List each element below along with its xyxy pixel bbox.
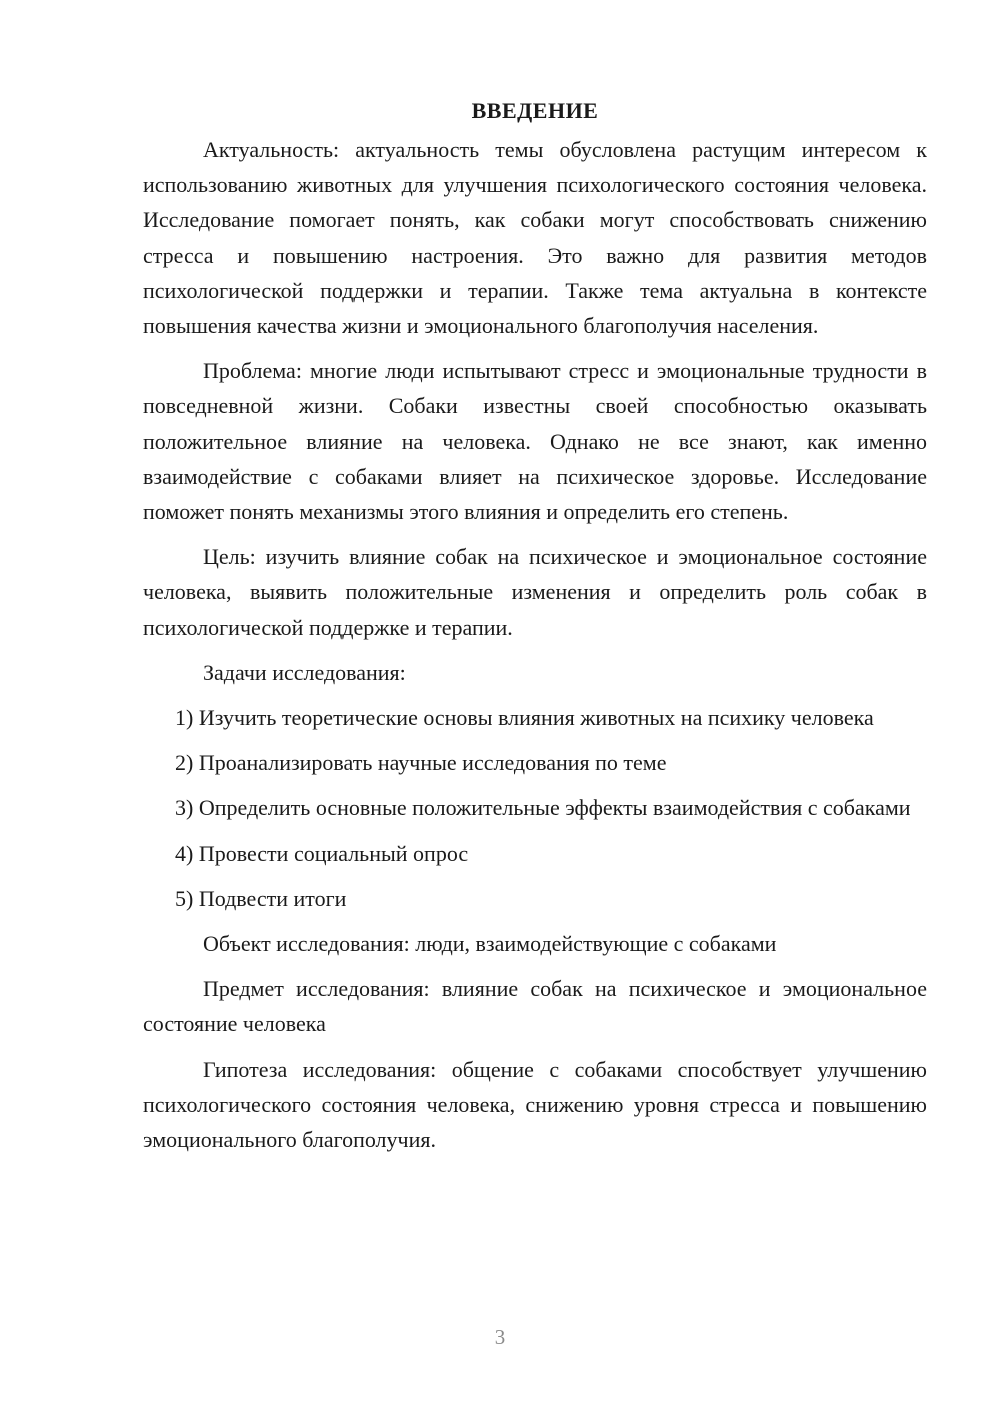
list-item: 3) Определить основные положительные эффекты взаимодействия с собаками [175, 795, 911, 821]
list-item: 1) Изучить теоретические основы влияния животных на психику человека [175, 705, 874, 731]
tasks-list [143, 700, 927, 916]
problem-paragraph: Проблема: многие люди испытывают стресс и эмоциональные трудности в повседневной жизни. Собаки известны своей способностью оказывать положительное влияние на человека. Однако не все знают, как именно взаимодействие с собаками влияет на психическое здоровье. Исследование поможет понять механизмы этого влияния и определить его степень. [143, 358, 927, 525]
relevance-paragraph: Актуальность: актуальность темы обусловлена растущим интересом к использованию животных для улучшения психологического состояния человека. Исследование помогает понять, как собаки могут способствовать снижению стресса и повышению настроения. Это важно для развития методов психологической поддержки и терапии. Также тема актуальна в контексте повышения качества жизни и эмоционального благополучия населения. [143, 137, 927, 339]
object-paragraph: Объект исследования: люди, взаимодействующие с собаками [203, 931, 777, 957]
subject-paragraph: Предмет исследования: влияние собак на психическое и эмоциональное состояние человека [143, 976, 927, 1037]
hypothesis-paragraph: Гипотеза исследования: общение с собаками способствует улучшению психологического состояния человека, снижению уровня стресса и повышению эмоционального благополучия. [143, 1056, 927, 1153]
page-title: ВВЕДЕНИЕ [471, 98, 599, 123]
page-number: 3 [494, 1325, 506, 1349]
list-item: 5) Подвести итоги [175, 885, 347, 911]
list-item: 4) Провести социальный опрос [175, 840, 469, 866]
goal-paragraph: Цель: изучить влияние собак на психическое и эмоциональное состояние человека, выявить положительные изменения и определить роль собак в психологической поддержке и терапии. [143, 544, 927, 640]
tasks-heading: Задачи исследования: [203, 659, 406, 685]
list-item: 2) Проанализировать научные исследования по теме [175, 750, 667, 776]
text-column [143, 93, 927, 1157]
